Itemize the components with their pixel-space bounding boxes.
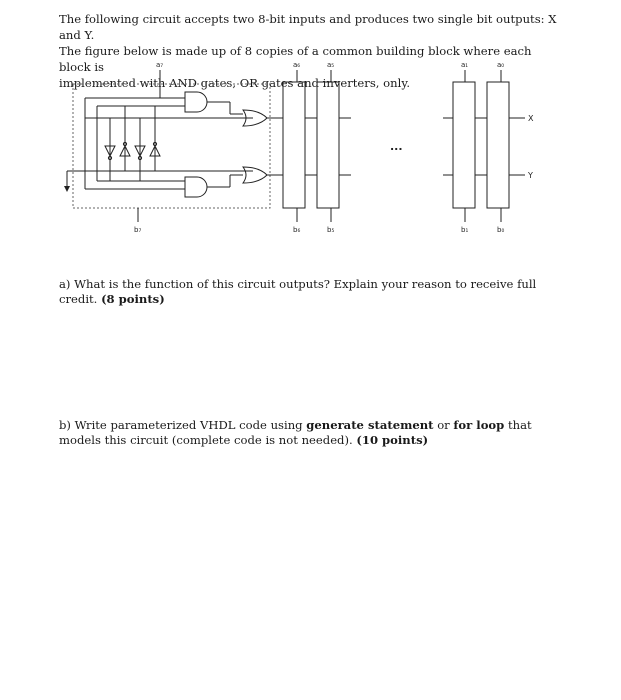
intro-line-3: implemented with AND gates, OR gates and inverters, only. [59, 76, 411, 90]
label-b7: b₇ [134, 226, 142, 234]
left-arrowhead [64, 186, 70, 192]
block-1 [453, 82, 475, 208]
label-y: Y [528, 171, 533, 180]
ellipsis: ... [390, 140, 403, 153]
question-b-text-post: that models this circuit (complete code is not needed). [59, 418, 532, 447]
block-6 [283, 82, 305, 208]
label-a0: a₀ [497, 61, 505, 69]
label-a1: a₁ [461, 61, 469, 69]
label-b1: b₁ [461, 226, 469, 234]
question-a-text: a) What is the function of this circuit outputs? Explain your reason to receive full credit. [59, 277, 537, 306]
label-b5: b₅ [327, 226, 335, 234]
label-a5: a₅ [327, 61, 335, 69]
and-gate-bottom [185, 177, 207, 197]
question-b [59, 418, 559, 448]
question-b-keyword-for-loop: for loop [453, 418, 505, 432]
question-b-text-mid: or [433, 418, 454, 432]
label-x: X [528, 114, 534, 123]
and-gate-top [185, 92, 207, 112]
question-b-text-pre: b) Write parameterized VHDL code using [59, 418, 307, 432]
label-b6: b₆ [293, 226, 301, 234]
question-b-keyword-generate: generate statement [306, 418, 434, 432]
label-b0: b₀ [497, 226, 505, 234]
intro-line-2: The figure below is made up of 8 copies of a common building block where each block is [59, 44, 532, 74]
question-a [59, 277, 559, 307]
or-gate-bottom [243, 167, 267, 183]
label-a6: a₆ [293, 61, 301, 69]
label-a7: a₇ [156, 61, 164, 69]
block-0 [487, 82, 509, 208]
circuit-diagram [55, 58, 575, 238]
question-a-points: (8 points) [101, 292, 165, 306]
question-b-points: (10 points) [356, 433, 429, 447]
intro-line-1: The following circuit accepts two 8-bit inputs and produces two single bit outputs: X and Y. [59, 12, 557, 42]
block-5 [317, 82, 339, 208]
